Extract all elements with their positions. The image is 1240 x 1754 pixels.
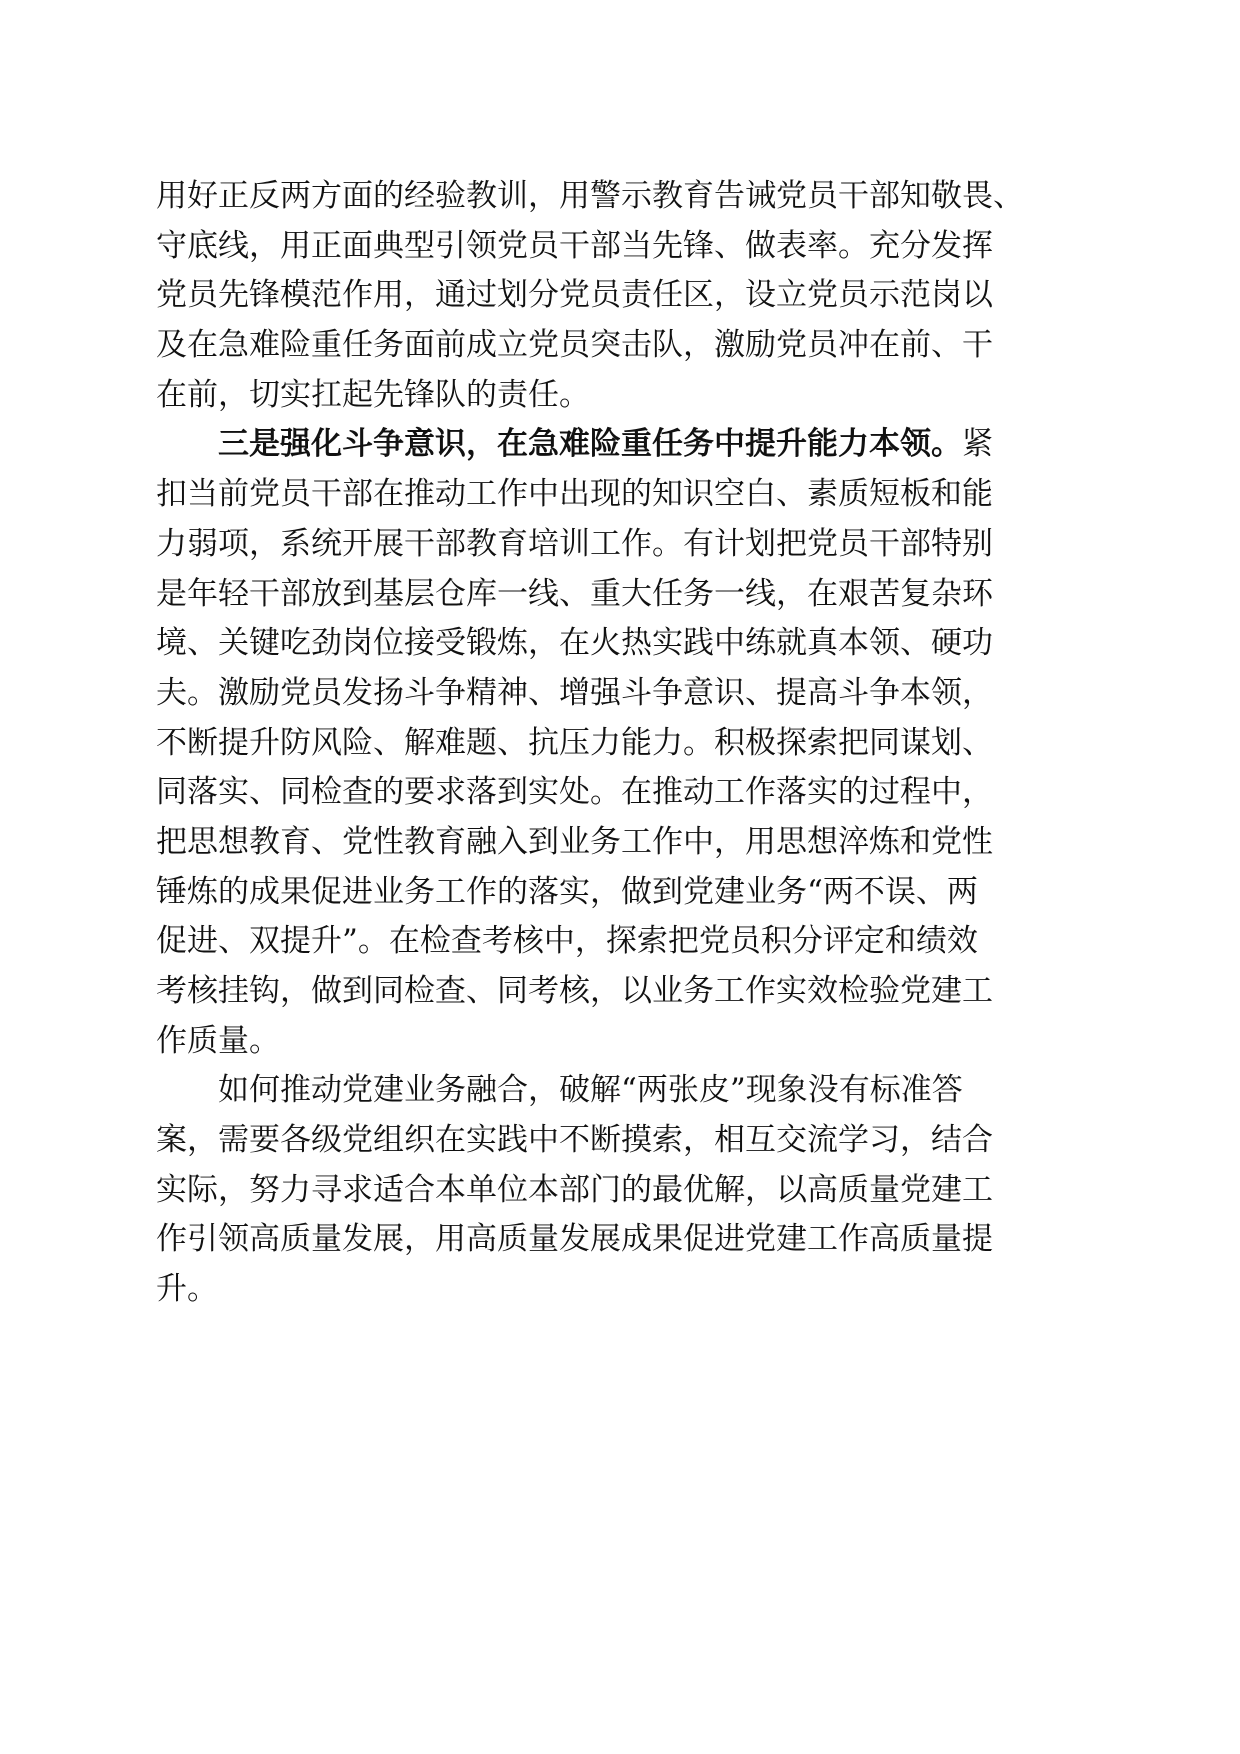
- text-line: 是年轻干部放到基层仓库一线、重大任务一线，在艰苦复杂环: [156, 575, 993, 612]
- text-line: 守底线，用正面典型引领党员干部当先锋、做表率。充分发挥: [156, 227, 993, 264]
- text-line: 夫。激励党员发扬斗争精神、增强斗争意识、提高斗争本领，: [156, 674, 993, 711]
- text-line: 升。: [156, 1271, 218, 1308]
- document-body: [156, 172, 1086, 1315]
- text-line: [156, 420, 1086, 470]
- text-line: 促进、双提升”。在检查考核中，探索把党员积分评定和绩效: [156, 923, 978, 960]
- text-line: 作引领高质量发展，用高质量发展成果促进党建工作高质量提: [156, 1221, 993, 1258]
- text-line: 作质量。: [156, 1022, 280, 1059]
- text-line: 力弱项，系统开展干部教育培训工作。有计划把党员干部特别: [156, 525, 993, 562]
- text-line: 用好正反两方面的经验教训，用警示教育告诫党员干部知敬畏、: [156, 178, 1024, 214]
- paragraph-1: [156, 172, 1086, 420]
- text-span: 紧: [962, 426, 993, 463]
- text-line: 及在急难险重任务面前成立党员突击队，激励党员冲在前、干: [156, 327, 993, 364]
- text-line: 考核挂钩，做到同检查、同考核，以业务工作实效检验党建工: [156, 973, 993, 1009]
- text-line: 实际，努力寻求适合本单位本部门的最优解，以高质量党建工: [156, 1171, 993, 1208]
- paragraph-3: [156, 1066, 1086, 1314]
- text-line: 把思想教育、党性教育融入到业务工作中，用思想淬炼和党性: [156, 823, 993, 860]
- text-line: 锤炼的成果促进业务工作的落实，做到党建业务“两不误、两: [156, 873, 978, 910]
- text-line: 案，需要各级党组织在实践中不断摸索，相互交流学习，结合: [156, 1122, 993, 1159]
- text-line: 境、关键吃劲岗位接受锻炼，在火热实践中练就真本领、硬功: [156, 625, 993, 662]
- paragraph-heading: 三是强化斗争意识，在急难险重任务中提升能力本领。: [218, 426, 962, 463]
- text-line: 同落实、同检查的要求落到实处。在推动工作落实的过程中，: [156, 774, 993, 811]
- text-line: 如何推动党建业务融合，破解“两张皮”现象没有标准答: [218, 1072, 963, 1109]
- text-line: 在前，切实扛起先锋队的责任。: [156, 376, 590, 413]
- text-line: 扣当前党员干部在推动工作中出现的知识空白、素质短板和能: [156, 476, 993, 513]
- text-line: 党员先锋模范作用，通过划分党员责任区，设立党员示范岗以: [156, 277, 993, 314]
- paragraph-2: [156, 420, 1086, 1066]
- text-line: 不断提升防风险、解难题、抗压力能力。积极探索把同谋划、: [156, 724, 993, 761]
